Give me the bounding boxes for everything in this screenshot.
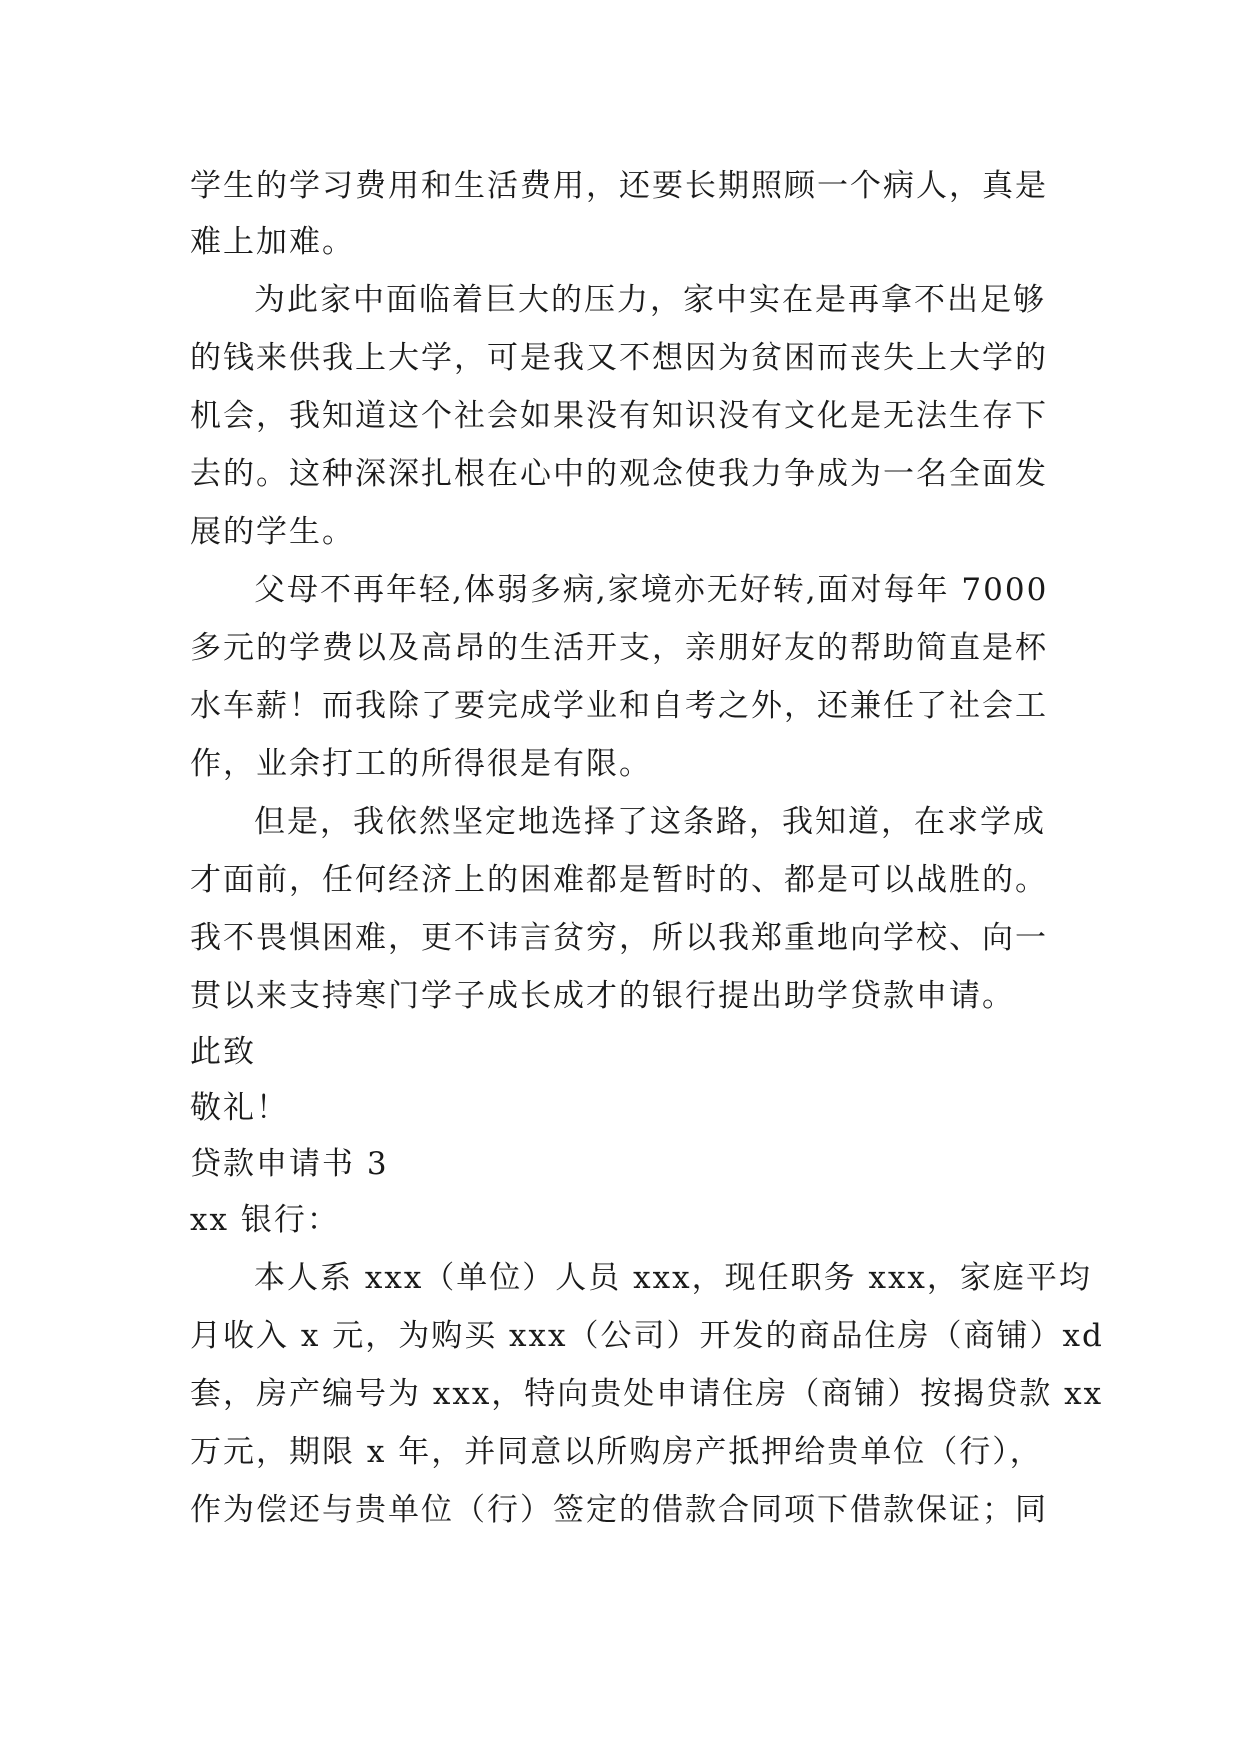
paragraph-line: 父母不再年轻,体弱多病,家境亦无好转,面对每年 7000 (254, 572, 1049, 608)
paragraph-line: 本人系 xxx（单位）人员 xxx，现任职务 xxx，家庭平均 (254, 1260, 1092, 1296)
section-title: 贷款申请书 3 (190, 1146, 389, 1182)
paragraph-line: 万元，期限 x 年，并同意以所购房产抵押给贵单位（行）， (190, 1434, 1043, 1470)
paragraph-line: 月收入 x 元，为购买 xxx（公司）开发的商品住房（商铺）xd (190, 1318, 1104, 1354)
paragraph-line: 作，业余打工的所得很是有限。 (190, 746, 652, 782)
paragraph-line: 展的学生。 (190, 514, 355, 550)
paragraph-line: 学生的学习费用和生活费用，还要长期照顾一个病人，真是 (190, 168, 1048, 204)
paragraph-line: 机会，我知道这个社会如果没有知识没有文化是无法生存下 (190, 398, 1048, 434)
paragraph-line: 去的。这种深深扎根在心中的观念使我力争成为一名全面发 (190, 456, 1048, 492)
addressee: xx 银行： (190, 1202, 340, 1238)
paragraph-line: 为此家中面临着巨大的压力，家中实在是再拿不出足够 (254, 282, 1046, 318)
paragraph-line: 多元的学费以及高昂的生活开支，亲朋好友的帮助简直是杯 (190, 630, 1048, 666)
paragraph-line: 的钱来供我上大学，可是我又不想因为贫困而丧失上大学的 (190, 340, 1048, 376)
closing-salutation: 此致 (190, 1034, 256, 1070)
paragraph-line: 我不畏惧困难，更不讳言贫穷，所以我郑重地向学校、向一 (190, 920, 1048, 956)
paragraph-line: 才面前，任何经济上的困难都是暂时的、都是可以战胜的。 (190, 862, 1048, 898)
paragraph-line: 套，房产编号为 xxx，特向贵处申请住房（商铺）按揭贷款 xx (190, 1376, 1104, 1412)
paragraph-line: 水车薪！而我除了要完成学业和自考之外，还兼任了社会工 (190, 688, 1048, 724)
paragraph-line: 难上加难。 (190, 224, 355, 260)
paragraph-line: 作为偿还与贵单位（行）签定的借款合同项下借款保证；同 (190, 1492, 1048, 1528)
paragraph-line: 贯以来支持寒门学子成长成才的银行提出助学贷款申请。 (190, 978, 1015, 1014)
paragraph-line: 但是，我依然坚定地选择了这条路，我知道，在求学成 (254, 804, 1046, 840)
closing-regards: 敬礼！ (190, 1090, 289, 1126)
